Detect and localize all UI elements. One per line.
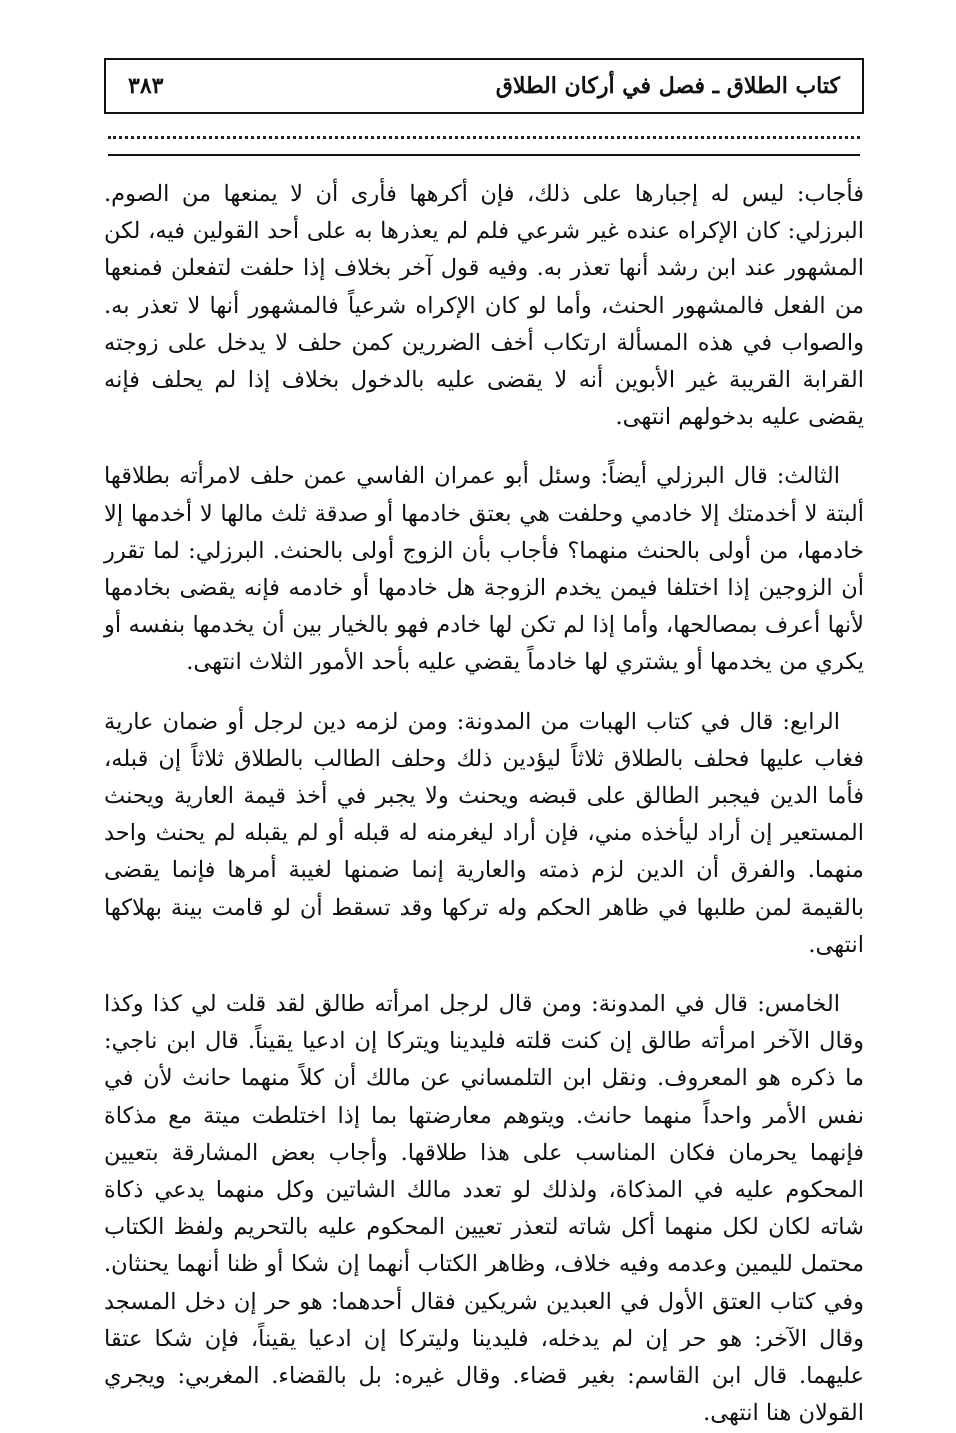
page-header	[104, 58, 864, 114]
running-title: كتاب الطلاق ـ فصل في أركان الطلاق	[495, 73, 840, 99]
dotted-divider	[108, 136, 860, 139]
paragraph-fourth-issue: الرابع: قال في كتاب الهبات من المدونة: ومن لزمه دين لرجل أو ضمان عارية فغاب عليها فحلف بالطلاق ثلاثاً ليؤدين ذلك وحلف الطالب بالطلاق ثلاثاً إن قبله، فأما الدين فيجبر الطالق على قبضه ويحنث ولا يجبر في أخذ قيمة العارية ويحنث المستعير إن أراد ليأخذه مني، فإن أراد ليغرمنه له قبله أو لم يقبله لم يحنث واحد منهما. والفرق أن الدين لزم ذمته والعارية إنما ضمنها لغيبة أمرها فإنما يقضى بالقيمة لمن طلبها في ظاهر الحكم وله تركها وقد تسقط أن لو قامت بينة بهلاكها انتهى.	[104, 708, 864, 958]
paragraph-continuation: فأجاب: ليس له إجبارها على ذلك، فإن أكرهها فأرى أن لا يمنعها من الصوم. البرزلي: كان الإكراه عنده غير شرعي فلم لم يعذرها به على أحد القولين فيه، لكن المشهور عند ابن رشد أنها تعذر به. وفيه قول آخر بخلاف إذا حلفت لتفعلن فمنعها من الفعل فالمشهور الحنث، وأما لو كان الإكراه شرعياً فالمشهور أنها لا تعذر به. والصواب في هذه المسألة ارتكاب أخف الضررين كمن حلف لا يدخل على زوجته القرابة القريبة غير الأبوين أنه لا يقضى عليه بالدخول بخلاف إذا لم يحلف فإنه يقضى عليه بدخولهم انتهى.	[104, 181, 864, 431]
solid-divider	[108, 154, 860, 156]
page-number: ٣٨٣	[128, 73, 164, 99]
paragraph-fifth-issue: الخامس: قال في المدونة: ومن قال لرجل امرأته طالق لقد قلت لي كذا وكذا وقال الآخر امرأته طالق إن كنت قلته فليدينا ويتركا إن ادعيا يقيناً. قال ابن ناجي: ما ذكره هو المعروف. ونقل ابن التلمساني عن مالك أن كلاً منهما حانث لأن في نفس الأمر واحداً منهما حانث. ويتوهم معارضتها بما إذا اختلطت ميتة مع مذكاة فإنهما يحرمان فكان المناسب على هذا طلاقها. وأجاب بعض المشارقة بتعيين المحكوم عليه في المذكاة، ولذلك لو تعدد مالك الشاتين وكل منهما يدعي ذكاة شاته لكان لكل منهما أكل شاته لتعذر تعيين المحكوم عليه بالتحريم ولفظ الكتاب محتمل لليمين وعدمه وفيه خلاف، وظاهر الكتاب أنهما إن شكا أو ظنا أنهما يحنثان. وفي كتاب العتق الأول في العبدين شريكين فقال أحدهما: هو حر إن دخل المسجد وقال الآخر: هو حر إن لم يدخله، فليدينا وليتركا إن ادعيا يقيناً، فإن شكا عتقا عليهما. قال ابن القاسم: بغير قضاء. وقال غيره: بل بالقضاء. المغربي: ويجري القولان هنا انتهى.	[104, 991, 864, 1427]
body-text	[104, 176, 864, 1427]
paragraph-third-issue: الثالث: قال البرزلي أيضاً: وسئل أبو عمران الفاسي عمن حلف لامرأته بطلاقها ألبتة لا أخدمتك إلا خادمي وحلفت هي بعتق خادمها أو صدقة ثلث مالها لا أخدمها إلا خادمها، من أولى بالحنث منهما؟ فأجاب بأن الزوج أولى بالحنث. البرزلي: لما تقرر أن الزوجين إذا اختلفا فيمن يخدم الزوجة هل خادمها أو خادمه فإنه يقضى بخادمها لأنها أعرف بمصالحها، وأما إذا لم تكن لها خادم فهو بالخيار بين أن يخدمها بنفسه أو يكري من يخدمها أو يشتري لها خادماً يقضي عليه بأحد الأمور الثلاث انتهى.	[104, 463, 864, 676]
